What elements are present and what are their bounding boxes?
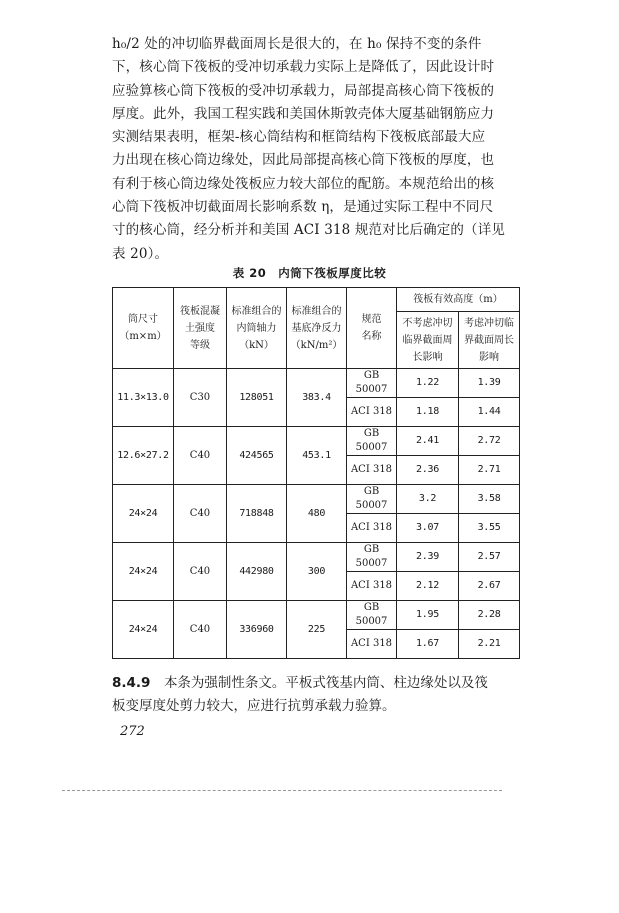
clause-line	[112, 672, 552, 695]
page-number: 272	[120, 724, 145, 739]
paragraph-line: 有利于核心筒边缘处筏板应力较大部位的配筋。本规范给出的核	[112, 175, 495, 192]
cell-net-reaction: 453.1	[287, 427, 347, 485]
cell-grade: C40	[174, 543, 227, 601]
cell-net-reaction: 300	[287, 543, 347, 601]
cell-grade: C30	[174, 369, 227, 427]
header-text: （m×m）	[119, 331, 167, 342]
cell-size: 12.6×27.2	[113, 427, 174, 485]
header-text: 影响	[479, 351, 499, 363]
cell-grade: C40	[174, 485, 227, 543]
cell-code-name: ACI 318	[347, 630, 397, 659]
cell-code-name: ACI 318	[347, 514, 397, 543]
cell-height-no-effect: 2.12	[397, 572, 459, 601]
cell-height-with-effect: 2.28	[459, 601, 520, 630]
cell-code-name: ACI 318	[347, 456, 397, 485]
paragraph-line: 应验算核心筒下筏板的受冲切承载力，局部提高核心筒下筏板的	[112, 82, 495, 99]
table-row	[113, 485, 520, 514]
cell-height-no-effect: 2.41	[397, 427, 459, 456]
cell-axial-force: 718848	[227, 485, 287, 543]
header-text: 标准组合的	[231, 305, 282, 317]
header-text: 长影响	[412, 351, 443, 363]
cell-axial-force: 128051	[227, 369, 287, 427]
cell-grade: C40	[174, 427, 227, 485]
cell-size: 24×24	[113, 543, 174, 601]
paragraph-line: 下，核心筒下筏板的受冲切承载力实际上是降低了，因此设计时	[112, 59, 495, 76]
cell-height-with-effect: 1.44	[459, 398, 520, 427]
cell-net-reaction: 383.4	[287, 369, 347, 427]
header-grade	[174, 288, 227, 369]
cell-code-name: GB 50007	[347, 543, 397, 572]
header-text: 规范	[361, 314, 382, 325]
cell-code-name: GB 50007	[347, 485, 397, 514]
header-text: （kN）	[239, 339, 274, 351]
cell-height-no-effect: 2.36	[397, 456, 459, 485]
header-text: 界截面周长	[464, 334, 514, 346]
table-row	[113, 543, 520, 572]
comparison-table	[112, 287, 520, 659]
paragraph-line: h₀/2 处的冲切临界截面周长是很大的，在 h₀ 保持不变的条件	[112, 36, 482, 52]
cell-axial-force: 424565	[227, 427, 287, 485]
cell-size: 11.3×13.0	[113, 369, 174, 427]
cell-height-with-effect: 3.55	[459, 514, 520, 543]
header-text: 名称	[361, 331, 382, 342]
body-paragraph	[112, 33, 552, 266]
header-effective-height: 筏板有效高度（m）	[397, 288, 520, 312]
header-text: 筒尺寸	[128, 314, 158, 325]
header-with-perimeter-effect	[459, 312, 520, 369]
clause-8-4-9	[112, 672, 552, 718]
clause-line: 板变厚度处剪力较大，应进行抗剪承载力验算。	[112, 698, 396, 714]
clause-number: 8.4.9	[112, 675, 151, 691]
table-row	[113, 601, 520, 630]
table-row	[113, 369, 520, 398]
cell-height-no-effect: 1.67	[397, 630, 459, 659]
header-text: 筏板混凝	[180, 305, 220, 317]
header-text: 基底净反力	[291, 322, 342, 334]
cell-code-name: GB 50007	[347, 601, 397, 630]
cell-height-no-effect: 1.95	[397, 601, 459, 630]
header-code-name	[347, 288, 397, 369]
paragraph-line: 厚度。此外，我国工程实践和美国休斯敦壳体大厦基础钢筋应力	[112, 105, 495, 122]
cell-net-reaction: 225	[287, 601, 347, 659]
table-header-row	[113, 288, 520, 312]
header-text: 考虑冲切临	[464, 317, 514, 329]
cell-height-no-effect: 1.22	[397, 369, 459, 398]
header-text: 标准组合的	[291, 305, 342, 317]
cell-code-name: GB 50007	[347, 427, 397, 456]
paragraph-line: 心筒下筏板冲切截面周长影响系数 η，是通过实际工程中不同尺	[112, 199, 494, 216]
page-edge-rule	[62, 790, 502, 791]
header-size	[113, 288, 174, 369]
cell-height-no-effect: 3.2	[397, 485, 459, 514]
cell-height-no-effect: 1.18	[397, 398, 459, 427]
paragraph-line: 寸的核心筒，经分析并和美国 ACI 318 规范对比后确定的（详见	[112, 222, 506, 239]
header-text: 土强度	[185, 322, 215, 334]
cell-height-no-effect: 2.39	[397, 543, 459, 572]
cell-height-with-effect: 2.57	[459, 543, 520, 572]
cell-net-reaction: 480	[287, 485, 347, 543]
cell-height-no-effect: 3.07	[397, 514, 459, 543]
cell-code-name: ACI 318	[347, 572, 397, 601]
clause-text: 本条为强制性条文。平板式筏基内筒、柱边缘处以及筏	[163, 675, 488, 691]
cell-height-with-effect: 3.58	[459, 485, 520, 514]
cell-axial-force: 442980	[227, 543, 287, 601]
paragraph-line: 表 20）。	[112, 245, 169, 262]
cell-size: 24×24	[113, 601, 174, 659]
header-text: 内筒轴力	[236, 322, 277, 334]
header-text: 等级	[190, 339, 210, 351]
cell-height-with-effect: 2.67	[459, 572, 520, 601]
header-axial-force	[227, 288, 287, 369]
table-row	[113, 427, 520, 456]
cell-height-with-effect: 2.21	[459, 630, 520, 659]
paragraph-line: 实测结果表明，框架-核心筒结构和框筒结构下筏板底部最大应	[112, 129, 486, 146]
cell-height-with-effect: 1.39	[459, 369, 520, 398]
header-text: 不考虑冲切	[402, 317, 453, 329]
cell-grade: C40	[174, 601, 227, 659]
cell-code-name: GB 50007	[347, 369, 397, 398]
cell-code-name: ACI 318	[347, 398, 397, 427]
header-without-perimeter-effect	[397, 312, 459, 369]
header-text: 临界截面周	[402, 334, 453, 346]
cell-height-with-effect: 2.71	[459, 456, 520, 485]
paragraph-line: 力出现在核心筒边缘处，因此局部提高核心筒下筏板的厚度，也	[112, 152, 495, 169]
cell-size: 24×24	[113, 485, 174, 543]
cell-height-with-effect: 2.72	[459, 427, 520, 456]
header-net-reaction	[287, 288, 347, 369]
table-caption: 表 20 内筒下筏板厚度比较	[232, 266, 387, 280]
header-text: （kN/m²）	[290, 339, 343, 351]
cell-axial-force: 336960	[227, 601, 287, 659]
